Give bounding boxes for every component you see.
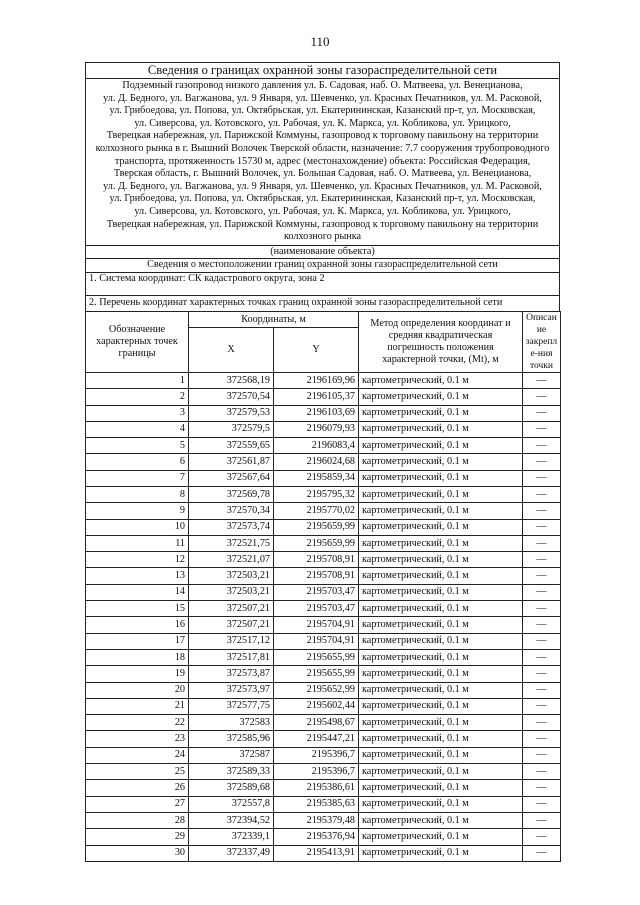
y-coordinate: 2195447,21 xyxy=(274,731,359,747)
table-row xyxy=(86,470,561,486)
table-row xyxy=(86,829,561,845)
method: картометрический, 0.1 м xyxy=(359,764,523,780)
y-coordinate: 2195659,99 xyxy=(274,535,359,551)
table-row xyxy=(86,372,561,388)
description: — xyxy=(523,405,561,421)
description: — xyxy=(523,731,561,747)
x-coordinate: 372573,87 xyxy=(189,666,274,682)
y-coordinate: 2196103,69 xyxy=(274,405,359,421)
coord-system: 1. Система координат: СК кадастрового округа, зона 2 xyxy=(86,272,560,295)
point-id: 27 xyxy=(86,796,189,812)
point-id: 7 xyxy=(86,470,189,486)
location-title: Сведения о местоположении границ охранной зоны газораспределительной сети xyxy=(86,259,560,273)
point-id: 16 xyxy=(86,617,189,633)
y-coordinate: 2196083,4 xyxy=(274,438,359,454)
description: — xyxy=(523,747,561,763)
document-body xyxy=(85,62,560,862)
point-id: 9 xyxy=(86,503,189,519)
method: картометрический, 0.1 м xyxy=(359,796,523,812)
y-coordinate: 2195652,99 xyxy=(274,682,359,698)
y-coordinate: 2195659,99 xyxy=(274,519,359,535)
y-coordinate: 2195498,67 xyxy=(274,715,359,731)
description: — xyxy=(523,568,561,584)
point-id: 18 xyxy=(86,649,189,665)
object-line: Тверская область, г. Вышний Волочек, ул. Большая Садовая, наб. О. Матвеева, ул. Венецианова, xyxy=(113,168,532,180)
method: картометрический, 0.1 м xyxy=(359,584,523,600)
description: — xyxy=(523,438,561,454)
x-coordinate: 372503,21 xyxy=(189,584,274,600)
point-id: 11 xyxy=(86,535,189,551)
method: картометрический, 0.1 м xyxy=(359,601,523,617)
table-row xyxy=(86,421,561,437)
description: — xyxy=(523,454,561,470)
object-caption: (наименование объекта) xyxy=(86,245,560,259)
table-row xyxy=(86,405,561,421)
point-id: 3 xyxy=(86,405,189,421)
header-coords: Координаты, м xyxy=(189,311,359,327)
x-coordinate: 372557,8 xyxy=(189,796,274,812)
x-coordinate: 372573,97 xyxy=(189,682,274,698)
table-row xyxy=(86,649,561,665)
object-line: ул. Д. Бедного, ул. Вагжанова, ул. 9 Января, ул. Шевченко, ул. Красных Печатников, ул. М. Расковой, xyxy=(103,92,542,104)
y-coordinate: 2196105,37 xyxy=(274,389,359,405)
point-id: 25 xyxy=(86,764,189,780)
method: картометрический, 0.1 м xyxy=(359,389,523,405)
point-id: 17 xyxy=(86,633,189,649)
header-point: Обозначение характерных точек границы xyxy=(86,311,189,372)
y-coordinate: 2195413,91 xyxy=(274,845,359,861)
method: картометрический, 0.1 м xyxy=(359,568,523,584)
object-line: Тверецкая набережная, ул. Парижской Коммуны, газопровод к торговому павильону на территории xyxy=(106,130,539,142)
description: — xyxy=(523,584,561,600)
y-coordinate: 2195386,61 xyxy=(274,780,359,796)
description: — xyxy=(523,552,561,568)
y-coordinate: 2195708,91 xyxy=(274,552,359,568)
y-coordinate: 2195795,32 xyxy=(274,486,359,502)
table-row xyxy=(86,682,561,698)
y-coordinate: 2195376,94 xyxy=(274,829,359,845)
point-id: 12 xyxy=(86,552,189,568)
y-coordinate: 2195655,99 xyxy=(274,666,359,682)
point-id: 19 xyxy=(86,666,189,682)
y-coordinate: 2195770,02 xyxy=(274,503,359,519)
table-row xyxy=(86,438,561,454)
description: — xyxy=(523,617,561,633)
y-coordinate: 2196079,93 xyxy=(274,421,359,437)
point-id: 8 xyxy=(86,486,189,502)
header-x: X xyxy=(189,328,274,373)
y-coordinate: 2195708,91 xyxy=(274,568,359,584)
object-line: ул. Сиверсова, ул. Котовского, ул. Рабочая, ул. К. Маркса, ул. Кобликова, ул. Урицкого, xyxy=(134,117,511,129)
point-id: 24 xyxy=(86,747,189,763)
point-id: 22 xyxy=(86,715,189,731)
method: картометрический, 0.1 м xyxy=(359,682,523,698)
method: картометрический, 0.1 м xyxy=(359,486,523,502)
coordinates-table xyxy=(85,311,561,862)
y-coordinate: 2195703,47 xyxy=(274,601,359,617)
description: — xyxy=(523,666,561,682)
x-coordinate: 372570,54 xyxy=(189,389,274,405)
object-line: ул. Грибоедова, ул. Попова, ул. Октябрьская, ул. Екатерининская, Казанский пр-т, ул. Московская, xyxy=(109,105,536,117)
x-coordinate: 372573,74 xyxy=(189,519,274,535)
description: — xyxy=(523,698,561,714)
x-coordinate: 372337,49 xyxy=(189,845,274,861)
method: картометрический, 0.1 м xyxy=(359,649,523,665)
table-row xyxy=(86,633,561,649)
point-id: 5 xyxy=(86,438,189,454)
table-row xyxy=(86,389,561,405)
header-y: Y xyxy=(274,328,359,373)
y-coordinate: 2196169,96 xyxy=(274,372,359,388)
point-id: 23 xyxy=(86,731,189,747)
table-row xyxy=(86,454,561,470)
description: — xyxy=(523,372,561,388)
header-method: Метод определения координат и средняя квадратическая погрешность положения характерной точки, (Mt), м xyxy=(359,311,523,372)
method: картометрический, 0.1 м xyxy=(359,552,523,568)
description: — xyxy=(523,812,561,828)
y-coordinate: 2195704,91 xyxy=(274,617,359,633)
point-id: 1 xyxy=(86,372,189,388)
x-coordinate: 372561,87 xyxy=(189,454,274,470)
method: картометрический, 0.1 м xyxy=(359,405,523,421)
x-coordinate: 372559,65 xyxy=(189,438,274,454)
point-id: 29 xyxy=(86,829,189,845)
y-coordinate: 2195396,7 xyxy=(274,764,359,780)
x-coordinate: 372587 xyxy=(189,747,274,763)
y-coordinate: 2195655,99 xyxy=(274,649,359,665)
y-coordinate: 2195859,34 xyxy=(274,470,359,486)
point-id: 15 xyxy=(86,601,189,617)
x-coordinate: 372521,75 xyxy=(189,535,274,551)
y-coordinate: 2195385,63 xyxy=(274,796,359,812)
description: — xyxy=(523,470,561,486)
description: — xyxy=(523,601,561,617)
table-row xyxy=(86,519,561,535)
object-line: транспорта, протяженность 15730 м, адрес (местонахождение) объекта: Российская Федерация, xyxy=(114,155,531,167)
table-row xyxy=(86,731,561,747)
point-id: 21 xyxy=(86,698,189,714)
table-row xyxy=(86,552,561,568)
x-coordinate: 372569,78 xyxy=(189,486,274,502)
table-row xyxy=(86,584,561,600)
method: картометрический, 0.1 м xyxy=(359,519,523,535)
method: картометрический, 0.1 м xyxy=(359,829,523,845)
object-line: колхозного рынка в г. Вышний Волочек Тверской области, назначение: 7.7 сооружения трубопроводного xyxy=(95,142,550,154)
x-coordinate: 372579,53 xyxy=(189,405,274,421)
x-coordinate: 372570,34 xyxy=(189,503,274,519)
x-coordinate: 372507,21 xyxy=(189,617,274,633)
x-coordinate: 372585,96 xyxy=(189,731,274,747)
method: картометрический, 0.1 м xyxy=(359,372,523,388)
description: — xyxy=(523,519,561,535)
y-coordinate: 2195703,47 xyxy=(274,584,359,600)
object-description xyxy=(86,79,560,246)
description: — xyxy=(523,389,561,405)
method: картометрический, 0.1 м xyxy=(359,438,523,454)
point-id: 4 xyxy=(86,421,189,437)
y-coordinate: 2195602,44 xyxy=(274,698,359,714)
header-table xyxy=(85,62,560,312)
table-row xyxy=(86,568,561,584)
method: картометрический, 0.1 м xyxy=(359,715,523,731)
description: — xyxy=(523,764,561,780)
table-row xyxy=(86,698,561,714)
description: — xyxy=(523,633,561,649)
point-id: 30 xyxy=(86,845,189,861)
object-line: ул. Сиверсова, ул. Котовского, ул. Рабочая, ул. К. Маркса, ул. Кобликова, ул. Урицкого, xyxy=(134,205,511,217)
x-coordinate: 372589,33 xyxy=(189,764,274,780)
description: — xyxy=(523,780,561,796)
table-row xyxy=(86,780,561,796)
x-coordinate: 372507,21 xyxy=(189,601,274,617)
description: — xyxy=(523,682,561,698)
method: картометрический, 0.1 м xyxy=(359,812,523,828)
table-row xyxy=(86,486,561,502)
table-row xyxy=(86,503,561,519)
x-coordinate: 372339,1 xyxy=(189,829,274,845)
table-row xyxy=(86,845,561,861)
list-title: 2. Перечень координат характерных точках границ охранной зоны газораспределительной сети xyxy=(86,295,560,311)
method: картометрический, 0.1 м xyxy=(359,731,523,747)
point-id: 20 xyxy=(86,682,189,698)
description: — xyxy=(523,535,561,551)
x-coordinate: 372577,75 xyxy=(189,698,274,714)
description: — xyxy=(523,649,561,665)
point-id: 2 xyxy=(86,389,189,405)
description: — xyxy=(523,715,561,731)
page-number: 110 xyxy=(310,34,330,49)
x-coordinate: 372394,52 xyxy=(189,812,274,828)
method: картометрический, 0.1 м xyxy=(359,666,523,682)
method: картометрический, 0.1 м xyxy=(359,780,523,796)
method: картометрический, 0.1 м xyxy=(359,454,523,470)
point-id: 10 xyxy=(86,519,189,535)
y-coordinate: 2195396,7 xyxy=(274,747,359,763)
object-line: ул. Грибоедова, ул. Попова, ул. Октябрьская, ул. Екатерининская, Казанский пр-т, ул. Московская, xyxy=(109,193,536,205)
point-id: 6 xyxy=(86,454,189,470)
method: картометрический, 0.1 м xyxy=(359,470,523,486)
description: — xyxy=(523,503,561,519)
x-coordinate: 372568,19 xyxy=(189,372,274,388)
x-coordinate: 372517,81 xyxy=(189,649,274,665)
table-row xyxy=(86,601,561,617)
method: картометрический, 0.1 м xyxy=(359,698,523,714)
description: — xyxy=(523,421,561,437)
object-line: ул. Д. Бедного, ул. Вагжанова, ул. 9 Января, ул. Шевченко, ул. Красных Печатников, ул. М. Расковой, xyxy=(103,180,542,192)
method: картометрический, 0.1 м xyxy=(359,617,523,633)
object-line: колхозного рынка xyxy=(283,231,362,243)
x-coordinate: 372567,64 xyxy=(189,470,274,486)
description: — xyxy=(523,486,561,502)
x-coordinate: 372583 xyxy=(189,715,274,731)
table-row xyxy=(86,535,561,551)
method: картометрический, 0.1 м xyxy=(359,503,523,519)
table-row xyxy=(86,666,561,682)
point-id: 13 xyxy=(86,568,189,584)
x-coordinate: 372521,07 xyxy=(189,552,274,568)
document-title: Сведения о границах охранной зоны газораспределительной сети xyxy=(86,63,560,79)
x-coordinate: 372503,21 xyxy=(189,568,274,584)
method: картометрический, 0.1 м xyxy=(359,421,523,437)
x-coordinate: 372579,5 xyxy=(189,421,274,437)
point-id: 14 xyxy=(86,584,189,600)
description: — xyxy=(523,829,561,845)
header-desc: Описание закрепле-ния точки xyxy=(523,311,561,372)
table-row xyxy=(86,796,561,812)
table-row xyxy=(86,747,561,763)
description: — xyxy=(523,796,561,812)
method: картометрический, 0.1 м xyxy=(359,535,523,551)
x-coordinate: 372589,68 xyxy=(189,780,274,796)
table-row xyxy=(86,617,561,633)
y-coordinate: 2196024,68 xyxy=(274,454,359,470)
point-id: 28 xyxy=(86,812,189,828)
object-line: Тверецкая набережная, ул. Парижской Коммуны, газопровод к торговому павильону на территории xyxy=(106,218,539,230)
y-coordinate: 2195379,48 xyxy=(274,812,359,828)
y-coordinate: 2195704,91 xyxy=(274,633,359,649)
object-line: Подземный газопровод низкого давления ул. Б. Садовая, наб. О. Матвеева, ул. Венецианова, xyxy=(122,80,523,91)
method: картометрический, 0.1 м xyxy=(359,747,523,763)
x-coordinate: 372517,12 xyxy=(189,633,274,649)
method: картометрический, 0.1 м xyxy=(359,633,523,649)
method: картометрический, 0.1 м xyxy=(359,845,523,861)
table-row xyxy=(86,764,561,780)
table-row xyxy=(86,812,561,828)
point-id: 26 xyxy=(86,780,189,796)
table-row xyxy=(86,715,561,731)
description: — xyxy=(523,845,561,861)
